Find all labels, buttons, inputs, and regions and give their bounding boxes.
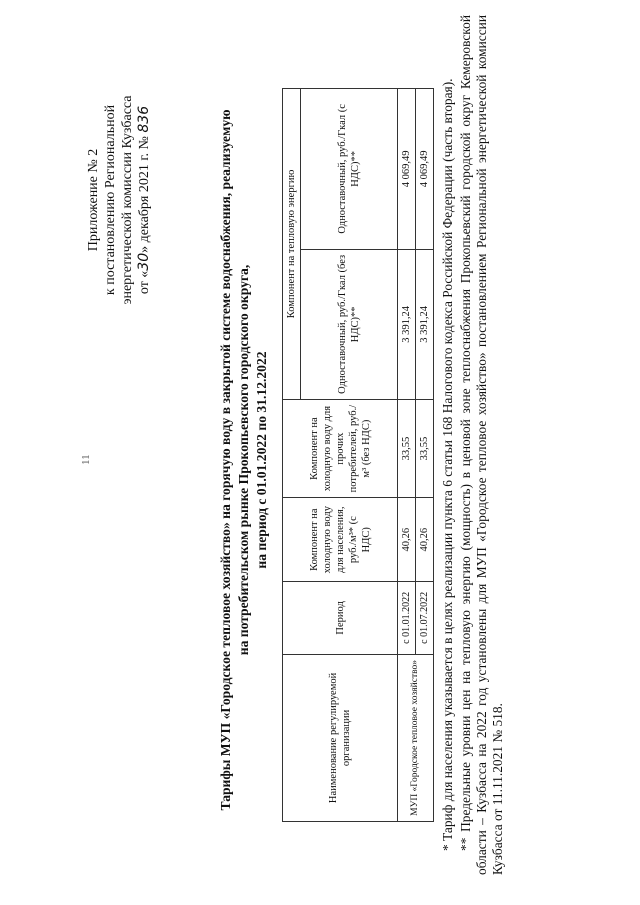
footnote-1: * Тариф для населения указывается в целях реализации пункта 6 статьи 168 Налогового кодекса Российской Федерации (часть вторая). [440, 78, 455, 851]
cold-water-population-cell: 40,26 [398, 498, 416, 582]
header-thermal-no-vat: Одноставочный, руб./Гкал (без НДС)** [301, 249, 398, 399]
tariff-table [282, 88, 434, 822]
thermal-vat-cell: 4 069,49 [398, 89, 416, 250]
header-cold-water-other: Компонент на холодную воду для прочих потребителей, руб./м³ (без НДС) [283, 399, 398, 498]
appendix-line-2: к постановлению Региональной [103, 104, 118, 296]
appendix-line-3: энергетической комиссии Кузбасса [120, 95, 135, 305]
thermal-vat-cell: 4 069,49 [416, 89, 434, 250]
document-title [217, 35, 271, 885]
org-name-cell: МУП «Городское тепловое хозяйство» [398, 654, 434, 821]
title-line-1: Тарифы МУП «Городское тепловое хозяйство» на горячую воду в закрытой системе водоснабжения, реализуемую [218, 109, 233, 811]
table-header-row [283, 89, 301, 822]
appendix-date-prefix: от « [137, 270, 152, 295]
footnotes [440, 15, 508, 875]
period-cell: с 01.07.2022 [416, 581, 434, 654]
header-org: Наименование регулируемой организации [283, 654, 398, 821]
header-cold-water-population: Компонент на холодную воду для населения, руб./м³* (с НДС) [283, 498, 398, 582]
appendix-date-line [136, 60, 153, 340]
thermal-no-vat-cell: 3 391,24 [416, 249, 434, 399]
appendix-header [85, 60, 153, 340]
cold-water-other-cell: 33,55 [416, 399, 434, 498]
thermal-no-vat-cell: 3 391,24 [398, 249, 416, 399]
handwritten-number: 836 [136, 105, 152, 133]
appendix-date-middle: » декабря 2021 г. № [137, 132, 152, 253]
header-period: Период [283, 581, 398, 654]
footnote-2: ** Предельные уровни цен на тепловую энергию (мощность) в ценовой зоне теплоснабжения Прокопьевский городской округ Кемеровской области – Кузбасса на 2022 год установлены для МУП «Городское тепловое хозяйство» постановлением Региональной энергетической комиссии Кузбасса от 11.11.2021 № 518. [458, 15, 505, 875]
appendix-title: Приложение № 2 [86, 148, 101, 252]
title-line-2: на потребительском рынке Прокопьевского городского округа, [236, 264, 251, 656]
period-cell: с 01.01.2022 [398, 581, 416, 654]
cold-water-other-cell: 33,55 [398, 399, 416, 498]
header-thermal-group: Компонент на тепловую энергию [283, 89, 301, 400]
cold-water-population-cell: 40,26 [416, 498, 434, 582]
header-thermal-vat: Одноставочный, руб./Гкал (с НДС)** [301, 89, 398, 250]
page-number: 11 [80, 454, 92, 465]
title-line-3: на период с 01.01.2022 по 31.12.2022 [254, 351, 269, 569]
table-row [398, 89, 416, 822]
handwritten-day: 30 [136, 252, 152, 271]
